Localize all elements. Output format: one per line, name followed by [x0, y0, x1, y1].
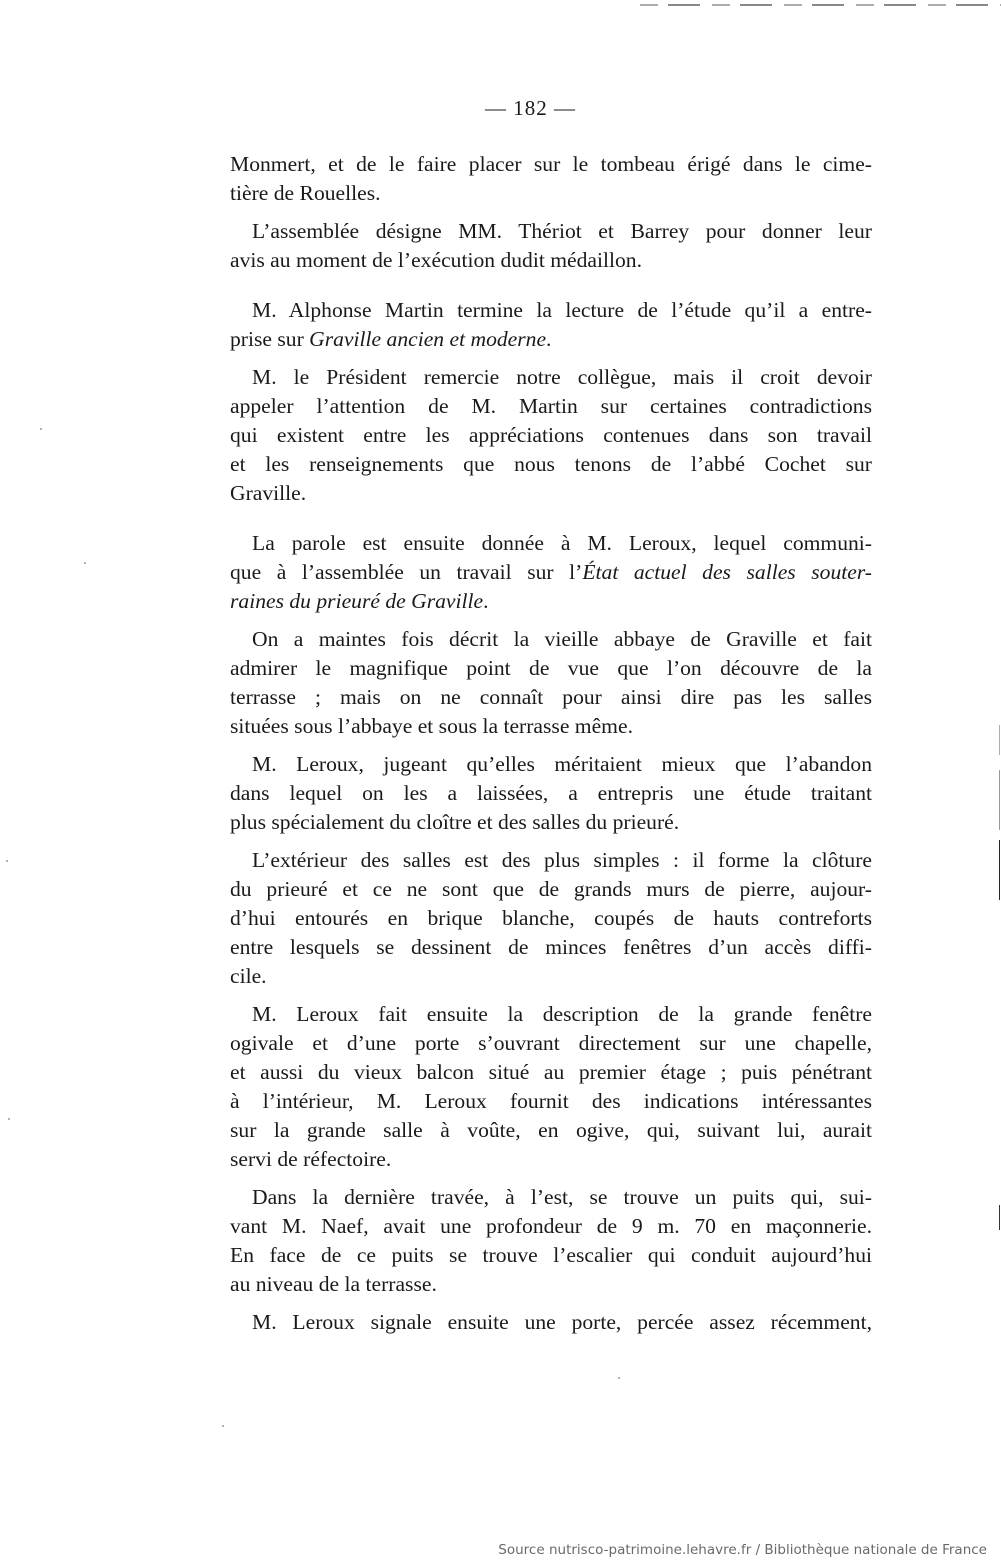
- text-line: M. Leroux, jugeant qu’elles méritaient mieux que l’abandon: [252, 752, 872, 776]
- paragraph: [230, 1183, 872, 1299]
- text-line: cile.: [230, 964, 267, 988]
- paragraph: [230, 1308, 872, 1337]
- text-line: M. Alphonse Martin termine la lecture de l’étude qu’il a entre-: [252, 298, 872, 322]
- paragraph: [230, 625, 872, 741]
- text-line: avis au moment de l’exécution dudit médaillon.: [230, 248, 642, 272]
- text-run: que à l’assemblée un travail sur l’: [230, 560, 583, 584]
- text-line: appeler l’attention de M. Martin sur certaines contradictions: [230, 394, 872, 418]
- text-run: .: [546, 327, 552, 351]
- text-line: d’hui entourés en brique blanche, coupés de hauts contreforts: [230, 906, 872, 930]
- text-line: [230, 587, 872, 616]
- paragraph: [230, 296, 872, 354]
- scan-speck: [6, 860, 8, 862]
- text-line: au niveau de la terrasse.: [230, 1272, 437, 1296]
- text-line: L’extérieur des salles est des plus simples : il forme la clôture: [252, 848, 872, 872]
- text-line: M. le Président remercie notre collègue, mais il croit devoir: [252, 365, 872, 389]
- text-line: Dans la dernière travée, à l’est, se trouve un puits qui, sui-: [252, 1185, 872, 1209]
- text-line: [230, 558, 872, 587]
- text-line: M. Leroux fait ensuite la description de la grande fenêtre: [252, 1002, 872, 1026]
- text-line: L’assemblée désigne MM. Thériot et Barrey pour donner leur: [252, 219, 872, 243]
- text-line: En face de ce puits se trouve l’escalier qui conduit aujourd’hui: [230, 1243, 872, 1267]
- text-line: dans lequel on les a laissées, a entrepris une étude traitant: [230, 781, 872, 805]
- text-line: et les renseignements que nous tenons de l’abbé Cochet sur: [230, 452, 872, 476]
- text-line: sur la grande salle à voûte, en ogive, qui, suivant lui, aurait: [230, 1118, 872, 1142]
- text-line: tière de Rouelles.: [230, 181, 381, 205]
- paragraph: [230, 363, 872, 508]
- text-line: vant M. Naef, avait une profondeur de 9 m. 70 en maçonnerie.: [230, 1214, 872, 1238]
- text-line: entre lesquels se dessinent de minces fenêtres d’un accès diffi-: [230, 935, 872, 959]
- text-line: plus spécialement du cloître et des salles du prieuré.: [230, 810, 680, 834]
- scan-edge-artifact: [999, 840, 1000, 900]
- text-line: situées sous l’abbaye et sous la terrasse même.: [230, 714, 633, 738]
- paragraph: [230, 217, 872, 275]
- paragraph: [230, 1000, 872, 1174]
- scan-speck: [40, 428, 42, 430]
- page-number: — 182 —: [485, 96, 576, 120]
- text-line: qui existent entre les appréciations contenues dans son travail: [230, 423, 872, 447]
- scan-speck: [222, 1425, 224, 1427]
- scan-speck: [618, 1377, 620, 1379]
- paragraph: [230, 529, 872, 616]
- source-credit: Source nutrisco-patrimoine.lehavre.fr / Bibliothèque nationale de France: [498, 1542, 987, 1558]
- scan-edge-artifact: [999, 770, 1000, 830]
- body-text: [230, 150, 872, 1337]
- paragraph: [230, 846, 872, 991]
- paragraph: [230, 750, 872, 837]
- text-line: Monmert, et de le faire placer sur le tombeau érigé dans le cime-: [230, 152, 872, 176]
- text-line: du prieuré et ce ne sont que de grands murs de pierre, aujour-: [230, 877, 872, 901]
- text-line: terrasse ; mais on ne connaît pour ainsi dire pas les salles: [230, 685, 872, 709]
- text-line: Graville.: [230, 481, 307, 505]
- text-run: prise sur: [230, 327, 310, 351]
- text-line: servi de réfectoire.: [230, 1147, 392, 1171]
- text-line: admirer le magnifique point de vue que l’on découvre de la: [230, 656, 872, 680]
- text-line: M. Leroux signale ensuite une porte, percée assez récemment,: [252, 1310, 872, 1334]
- text-line: On a maintes fois décrit la vieille abbaye de Graville et fait: [252, 627, 872, 651]
- text-line: La parole est ensuite donnée à M. Leroux, lequel communi-: [252, 531, 872, 555]
- work-title: raines du prieuré de Graville: [230, 589, 484, 613]
- scan-edge-artifact: [640, 4, 1001, 6]
- paragraph: [230, 150, 872, 208]
- text-line: ogivale et d’une porte s’ouvrant directement sur une chapelle,: [230, 1031, 872, 1055]
- scan-edge-artifact: [999, 725, 1000, 755]
- work-title: État actuel des salles souter-: [582, 560, 872, 584]
- text-line: et aussi du vieux balcon situé au premier étage ; puis pénétrant: [230, 1060, 872, 1084]
- scan-edge-artifact: [999, 1205, 1000, 1230]
- work-title: Graville ancien et moderne: [309, 327, 547, 351]
- text-run: .: [483, 589, 489, 613]
- scan-speck: [8, 1118, 10, 1120]
- text-line: à l’intérieur, M. Leroux fournit des indications intéressantes: [230, 1089, 872, 1113]
- scan-speck: [84, 562, 86, 564]
- text-line: [230, 325, 872, 354]
